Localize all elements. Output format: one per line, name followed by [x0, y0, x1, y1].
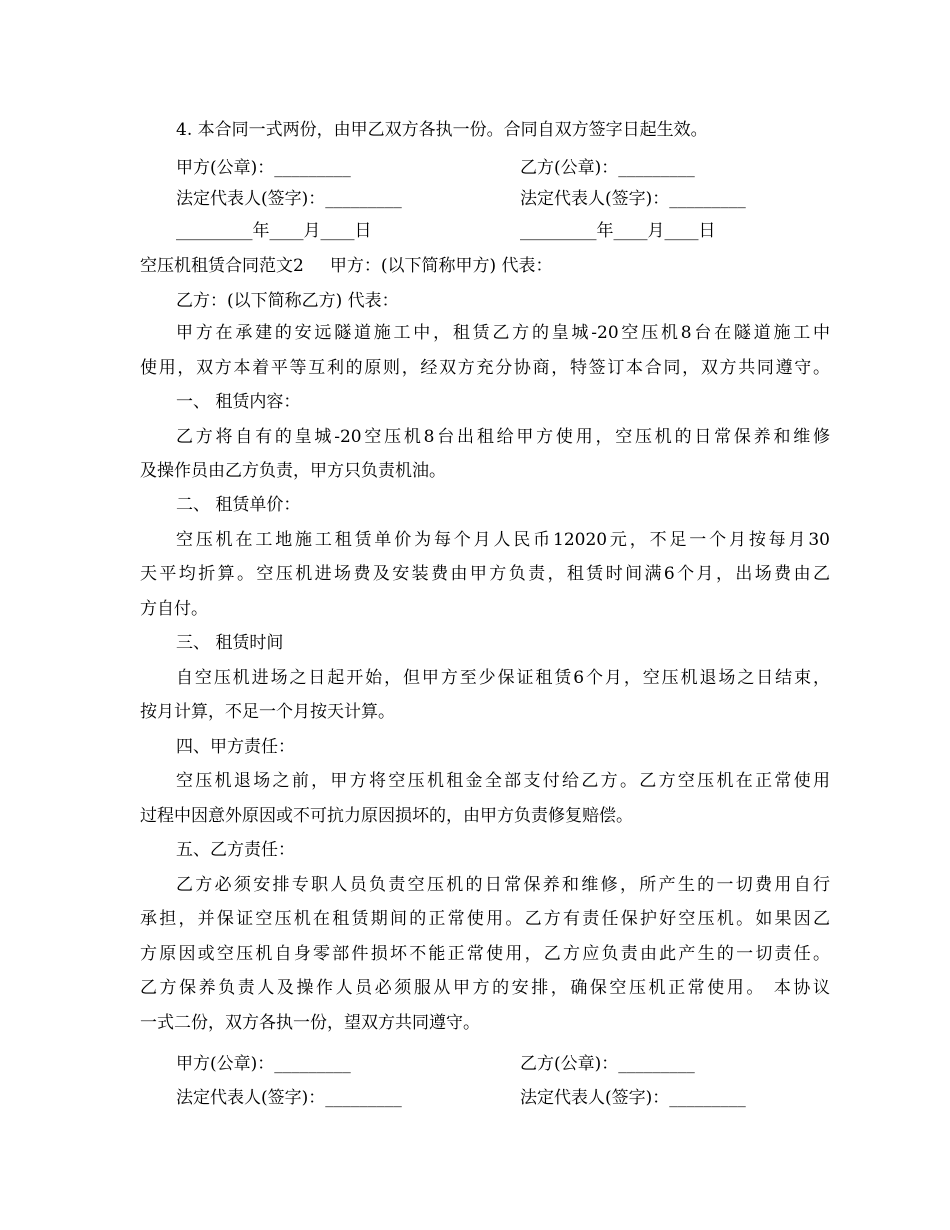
section-2-line-3: 方自付。 — [140, 599, 208, 619]
date-right-1: _________年____月____日 — [520, 221, 716, 241]
section-3-line-1: 自空压机进场之日起开始，但甲方至少保证租赁6个月，空压机退场之日结束， — [176, 668, 830, 688]
section-3-line-2: 按月计算，不足一个月按天计算。 — [140, 702, 395, 722]
section-4-title: 四、甲方责任： — [176, 737, 295, 757]
section-5-line-5: 一式二份，双方各执一份，望双方共同遵守。 — [140, 1013, 480, 1033]
party-a-line: 甲方：(以下简称甲方) 代表： — [329, 256, 553, 276]
party-b-rep-1: 法定代表人(签字)：_________ — [520, 189, 746, 209]
date-left-1: _________年____月____日 — [176, 221, 372, 241]
section-5-line-4: 乙方保养负责人及操作人员必须服从甲方的安排，确保空压机正常使用。 本协议 — [140, 978, 830, 998]
section-3-title: 三、 租赁时间 — [176, 633, 284, 653]
section-2-line-1: 空压机在工地施工租赁单价为每个月人民币12020元，不足一个月按每月30 — [176, 530, 830, 550]
intro-line-1: 甲方在承建的安远隧道施工中，租赁乙方的皇城-20空压机8台在隧道施工中 — [176, 323, 830, 343]
contract-2-heading — [140, 249, 830, 283]
section-1-line-2: 及操作员由乙方负责，甲方只负责机油。 — [140, 461, 446, 481]
party-a-seal-1: 甲方(公章)：_________ — [176, 158, 351, 178]
party-b-seal-2: 乙方(公章)：_________ — [520, 1054, 695, 1074]
party-a-seal-2: 甲方(公章)：_________ — [176, 1054, 351, 1074]
intro-line-2: 使用，双方本着平等互利的原则，经双方充分协商，特签订本合同，双方共同遵守。 — [140, 358, 830, 378]
section-5-line-2: 承担，并保证空压机在租赁期间的正常使用。乙方有责任保护好空压机。如果因乙 — [140, 909, 830, 929]
section-2-line-2: 天平均折算。空压机进场费及安装费由甲方负责，租赁时间满6个月，出场费由乙 — [140, 564, 830, 584]
section-1-title: 一、 租赁内容： — [176, 392, 301, 412]
clause-4: 4. 本合同一式两份，由甲乙双方各执一份。合同自双方签字日起生效。 — [176, 120, 708, 140]
party-a-rep-1: 法定代表人(签字)：_________ — [176, 189, 402, 209]
party-b-rep-2: 法定代表人(签字)：_________ — [520, 1088, 746, 1108]
section-5-title: 五、乙方责任： — [176, 840, 295, 860]
section-5-line-3: 方原因或空压机自身零部件损坏不能正常使用，乙方应负责由此产生的一切责任。 — [140, 944, 830, 964]
section-5-line-1: 乙方必须安排专职人员负责空压机的日常保养和维修，所产生的一切费用自行 — [176, 875, 830, 895]
section-4-line-1: 空压机退场之前，甲方将空压机租金全部支付给乙方。乙方空压机在正常使用 — [176, 771, 830, 791]
party-a-rep-2: 法定代表人(签字)：_________ — [176, 1088, 402, 1108]
party-b-seal-1: 乙方(公章)：_________ — [520, 158, 695, 178]
section-1-line-1: 乙方将自有的皇城-20空压机8台出租给甲方使用，空压机的日常保养和维修 — [176, 427, 830, 447]
contract-2-title: 空压机租赁合同范文2 — [140, 256, 304, 276]
section-4-line-2: 过程中因意外原因或不可抗力原因损坏的，由甲方负责修复赔偿。 — [140, 806, 633, 826]
section-2-title: 二、 租赁单价： — [176, 495, 301, 515]
party-b-line: 乙方：(以下简称乙方) 代表： — [176, 291, 399, 311]
